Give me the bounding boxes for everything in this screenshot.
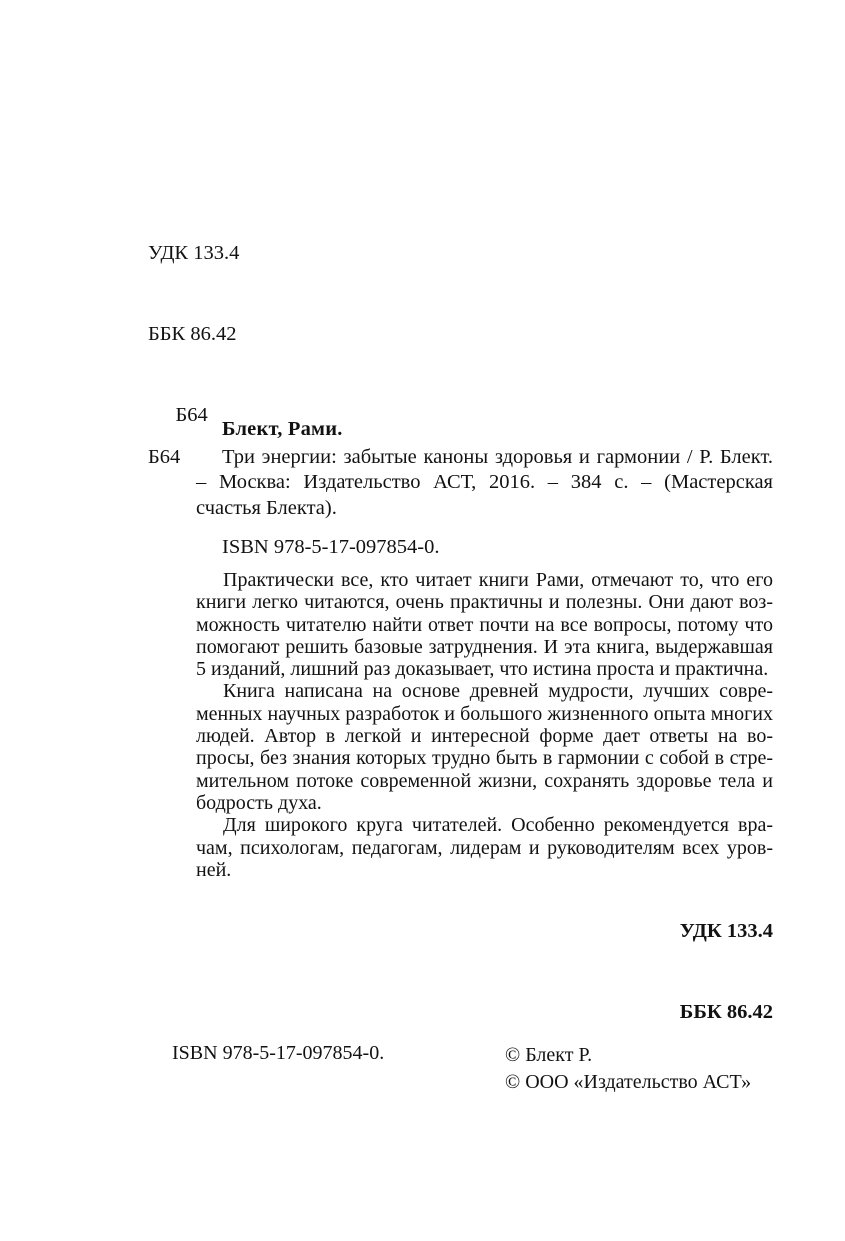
- copyright-block: [505, 1042, 751, 1096]
- bbk-code-bottom: ББК 86.42: [679, 1001, 773, 1023]
- author-mark-top: Б64: [175, 404, 208, 426]
- bibliographic-description-text: Три энергии: забытые каноны здоровья и гармонии / Р. Блект. – Москва: Издательство АСТ, 2016. – 384 с. – (Мастерская счастья Блекта).: [196, 445, 773, 519]
- isbn-annotation: ISBN 978-5-17-097854-0.: [222, 536, 440, 558]
- annotation-paragraph: Практически все, кто читает книги Рами, отмечают то, что его книги легко читаются, очень практичны и полезны. Они дают возможность читателю найти ответ почти на все вопросы, потому что помогают решить базовые затруднения. И эта книга, выдержавшая 5 изданий, лишний раз доказывает, что истина проста и практична.: [196, 569, 773, 681]
- copyright-author: © Блект Р.: [505, 1044, 593, 1066]
- bibliographic-entry: [148, 417, 773, 521]
- isbn-footer: ISBN 978-5-17-097854-0.: [172, 1042, 385, 1064]
- copyright-publisher: © ООО «Издательство АСТ»: [505, 1071, 752, 1093]
- annotation-paragraph: Книга написана на основе древней мудрости, лучших современных научных разработок и большого жизненного опыта многих людей. Автор в легкой и интересной форме дает ответы на вопросы, без знания которых трудно быть в гармонии с собой в стремительном потоке современной жизни, сохранять здоровье тела и бодрость духа.: [196, 680, 773, 814]
- annotation-text: [196, 569, 773, 881]
- book-author: Блект, Рами.: [222, 418, 343, 440]
- udk-code-bottom: УДК 133.4: [679, 920, 773, 942]
- bbk-code-top: ББК 86.42: [148, 323, 237, 345]
- annotation-paragraph: Для широкого круга читателей. Особенно рекомендуется врачам, психологам, педагогам, лидерам и руководителям всех уровней.: [196, 814, 773, 881]
- shelf-mark: Б64: [148, 445, 181, 468]
- udk-code-top: УДК 133.4: [148, 242, 240, 264]
- bibliographic-description: [148, 445, 773, 522]
